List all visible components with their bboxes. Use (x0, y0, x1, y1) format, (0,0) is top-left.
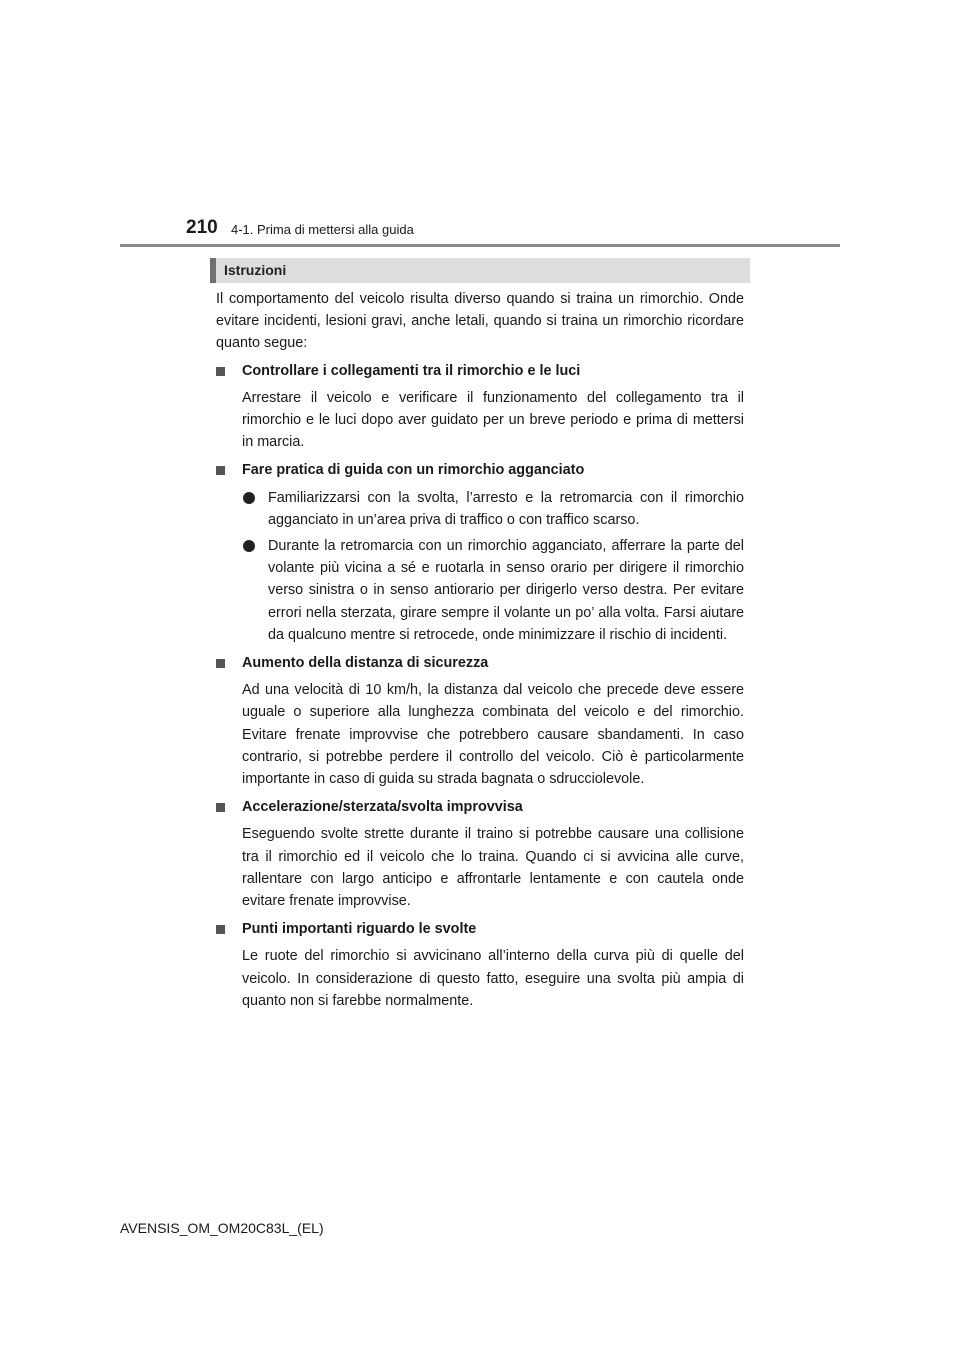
topic-practice (216, 459, 744, 646)
caution-accent (210, 258, 216, 283)
page-number: 210 (186, 217, 218, 238)
square-bullet-icon (216, 659, 225, 668)
topic-heading-text: Controllare i collegamenti tra il rimorchio e le luci (242, 362, 581, 379)
topic-heading (216, 918, 744, 940)
topic-heading-text: Punti importanti riguardo le svolte (242, 921, 477, 938)
topic-heading-text: Aumento della distanza di sicurezza (242, 655, 489, 672)
list-item-text: Familiarizzarsi con la svolta, l’arresto e la retromarcia con il rimorchio agganciato in un’area priva di traffico o con traffico scarso. (268, 489, 744, 528)
topic-heading (216, 360, 744, 382)
footer-doc-code: AVENSIS_OM_OM20C83L_(EL) (120, 1220, 324, 1236)
list-item-text: Durante la retromarcia con un rimorchio agganciato, afferrare la parte del volante più vicina a sé e ruotarla in senso orario per dirigere il rimorchio verso sinistra o in senso antiorario per dirigerlo verso destra. Per evitare errori nella sterzata, girare sempre il volante un po’ alla volta. Farsi aiutare da qualcuno mentre si retrocede, onde minimizzare il rischio di incidenti. (268, 538, 744, 643)
section-title: 4-1. Prima di mettersi alla guida (231, 222, 414, 237)
topic-body: Arrestare il veicolo e verificare il funzionamento del collegamento tra il rimorchio e le luci dopo aver guidato per un breve periodo e prima di mettersi in marcia. (242, 389, 744, 451)
list-item (242, 487, 744, 531)
square-bullet-icon (216, 925, 225, 934)
topic-heading (216, 796, 744, 818)
topic-turning (216, 918, 744, 1012)
topic-connections (216, 360, 744, 454)
round-bullet-icon (243, 492, 255, 504)
caution-content (216, 288, 744, 1018)
list-item (242, 535, 744, 646)
topic-heading-text: Accelerazione/sterzata/svolta improvvisa (242, 799, 523, 816)
square-bullet-icon (216, 803, 225, 812)
bullet-list (216, 487, 744, 646)
caution-header (210, 258, 750, 283)
round-bullet-icon (243, 540, 255, 552)
caution-intro: Il comportamento del veicolo risulta diverso quando si traina un rimorchio. Onde evitare incidenti, lesioni gravi, anche letali, quando si traina un rimorchio ricordare quanto segue: (216, 291, 744, 352)
topic-body: Ad una velocità di 10 km/h, la distanza dal veicolo che precede deve essere uguale o superiore alla lunghezza combinata del veicolo e del rimorchio. Evitare frenate improvvise che potrebbero causare sbandamenti. In caso contrario, si potrebbe perdere il controllo del veicolo. Ciò è particolarmente importante in caso di guida su strada bagnata o sdrucciolevole. (242, 682, 744, 788)
caution-title: Istruzioni (224, 262, 287, 278)
square-bullet-icon (216, 367, 225, 376)
topic-distance (216, 652, 744, 790)
topic-body: Le ruote del rimorchio si avvicinano all’interno della curva più di quelle del veicolo. In considerazione di questo fatto, eseguire una svolta più ampia di quanto non si farebbe normalmente. (242, 948, 744, 1009)
header-rule (120, 244, 840, 247)
topic-heading (216, 652, 744, 674)
square-bullet-icon (216, 466, 225, 475)
topic-heading-text: Fare pratica di guida con un rimorchio agganciato (242, 462, 585, 479)
topic-sudden-maneuvers (216, 796, 744, 912)
topic-body: Eseguendo svolte strette durante il traino si potrebbe causare una collisione tra il rimorchio ed il veicolo che lo traina. Quando ci si avvicina alle curve, rallentare con largo anticipo e affrontarle lentamente e con cautela onde evitare frenate improvvise. (242, 826, 744, 910)
topic-heading (216, 459, 744, 481)
